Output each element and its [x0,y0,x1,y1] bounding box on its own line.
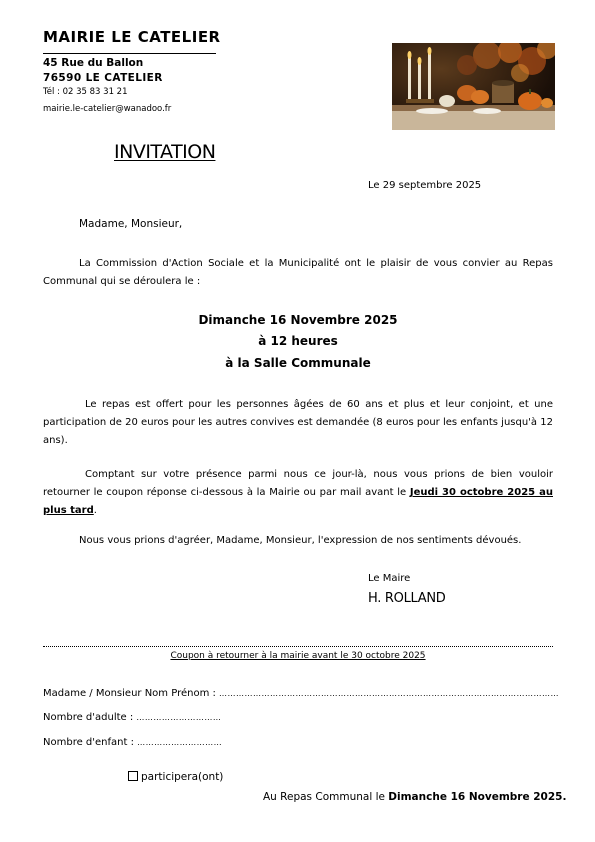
event-time: à 12 heures [258,334,338,348]
reply-text: Comptant sur votre présence parmi nous ce jour-là, nous vous prions de bien vouloir retourner le coupon réponse ci-dessous à la Mairie ou par mail avant le [43,469,553,498]
field-children[interactable] [43,737,222,748]
salutation: Madame, Monsieur, [79,218,183,230]
coupon-cut-line [43,646,553,647]
participation-label: participera(ont) [141,771,224,783]
mairie-name: MAIRIE LE CATELIER [43,28,221,46]
address-street: 45 Rue du Ballon [43,57,144,69]
field-adults-dots[interactable]: ………………………… [136,713,222,722]
field-adults[interactable] [43,712,221,723]
participation-checkbox-row[interactable] [128,771,223,783]
coupon-closing-text: Au Repas Communal le [263,791,389,803]
event-place: à la Salle Communale [225,356,371,370]
header-rule [43,53,216,54]
reply-deadline: Jeudi 30 octobre 2025 au plus tard [43,487,553,516]
participation-checkbox[interactable] [128,771,138,781]
event-date: Dimanche 16 Novembre 2025 [198,313,398,327]
field-name-dots[interactable]: ………………………………………………………………………………………………………… [219,689,560,698]
autumn-table-photo [392,43,555,130]
reply-end: . [93,505,97,516]
coupon-closing-date: Dimanche 16 Novembre 2025. [388,791,567,803]
document-title: INVITATION [114,141,216,163]
field-children-label: Nombre d'enfant : [43,737,138,748]
field-adults-label: Nombre d'adulte : [43,712,137,723]
field-name[interactable] [43,688,559,699]
coupon-closing [263,791,566,803]
letter-date: Le 29 septembre 2025 [368,180,482,191]
field-name-label: Madame / Monsieur Nom Prénom : [43,688,220,699]
coupon-title-text: Coupon à retourner à la mairie avant le 30 octobre 2025 [170,651,426,661]
meal-cost-paragraph: Le repas est offert pour les personnes âgées de 60 ans et plus et leur conjoint, et une participation de 20 euros pour les autres convives est demandée (8 euros pour les enfants jusqu'à 12 ans). [43,399,553,446]
signature-name: H. ROLLAND [368,591,446,606]
reply-paragraph [43,466,553,520]
phone-number: Tél : 02 35 83 31 21 [43,87,128,97]
closing-paragraph: Nous vous prions d'agréer, Madame, Monsieur, l'expression de nos sentiments dévoués. [79,535,522,546]
address-city: 76590 LE CATELIER [43,72,163,84]
coupon-title [43,651,553,661]
intro-paragraph: La Commission d'Action Sociale et la Municipalité ont le plaisir de vous convier au Repas Communal qui se déroulera le : [43,258,553,287]
field-children-dots[interactable]: ………………………… [137,738,223,747]
email-address: mairie.le-catelier@wanadoo.fr [43,104,172,114]
signature-role: Le Maire [368,573,411,584]
